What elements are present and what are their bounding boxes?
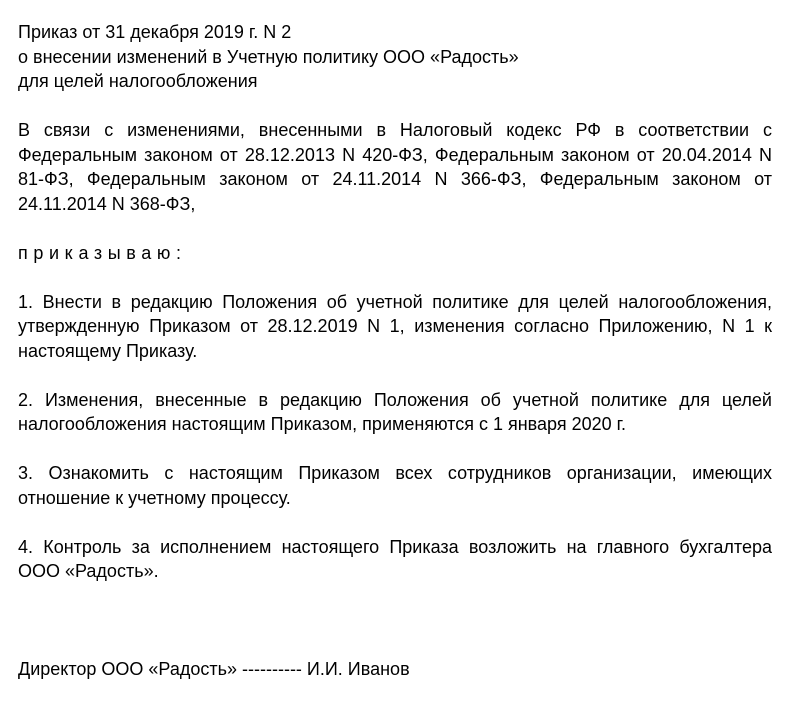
order-word: приказываю: (18, 242, 187, 263)
order-item-1: 1. Внести в редакцию Положения об учетной политике для целей налогообложения, утвержденную Приказом от 28.12.2019 N 1, изменения согласно Приложению, N 1 к настоящему Приказу. (18, 291, 772, 361)
order-title: Приказ от 31 декабря 2019 г. N 2 (18, 22, 292, 42)
order-item-4: 4. Контроль за исполнением настоящего Приказа возложить на главного бухгалтера ООО «Радость». (18, 536, 772, 581)
order-subject: о внесении изменений в Учетную политику ООО «Радость» (18, 46, 519, 67)
order-subject-continued: для целей налогообложения (18, 71, 258, 91)
preamble-paragraph: В связи с изменениями, внесенными в Налоговый кодекс РФ в соответствии с Федеральным законом от 28.12.2013 N 420-ФЗ, Федеральным законом от 20.04.2014 N 81-ФЗ, Федеральным законом от 24.11.2014 N 366-ФЗ, Федеральным законом от 24.11.2014 N 368-ФЗ, (18, 120, 772, 214)
order-header (18, 20, 772, 94)
order-item-3: 3. Ознакомить с настоящим Приказом всех сотрудников организации, имеющих отношение к учетному процессу. (18, 463, 772, 508)
signature-line: Директор ООО «Радость» ---------- И.И. Иванов (18, 658, 410, 679)
document (18, 20, 772, 681)
order-item-2: 2. Изменения, внесенные в редакцию Положения об учетной политике для целей налогообложения настоящим Приказом, применяются с 1 января 2020 г. (18, 389, 772, 434)
